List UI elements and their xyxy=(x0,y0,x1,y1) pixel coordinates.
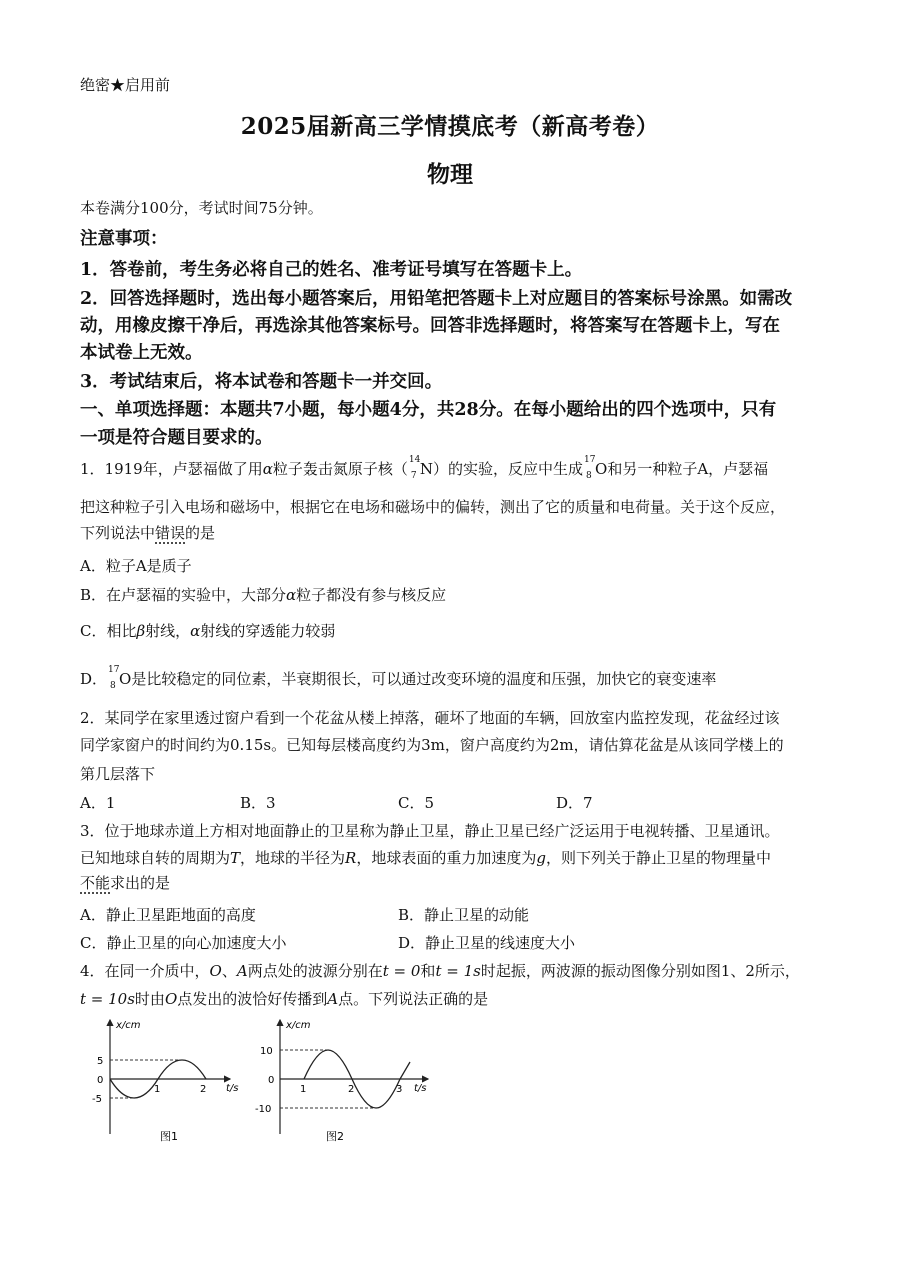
q3-option-c: C．静止卫星的向心加速度大小 xyxy=(80,934,287,952)
q2-option-c: C．5 xyxy=(398,794,435,812)
alpha-symbol: α xyxy=(262,460,273,478)
subject-title: 物理 xyxy=(427,161,473,188)
fig1-tick-x2: 2 xyxy=(200,1084,207,1095)
q1-stem-line1: 1．1919年，卢瑟福做了用α粒子轰击氮原子核（ 14 7 N）的实验，反应中生成 17 8 O和另一种粒子A，卢瑟福 xyxy=(80,455,769,481)
notice-title: 注意事项： xyxy=(80,229,168,249)
vibration-graphs xyxy=(80,1016,450,1146)
q1-option-d: D． 17 8 O是比较稳定的同位素，半衰期很长，可以通过改变环境的温度和压强，加快它的衰变速率 xyxy=(80,665,717,691)
notice-2b: 动，用橡皮擦干净后，再选涂其他答案标号。回答非选择题时，将答案写在答题卡上，写在 xyxy=(80,316,780,336)
q4-stem-line1: 4．在同一介质中，O、A两点处的波源分别在t = 0和t = 1s时起振，两波源的振动图像分别如图1、2所示， xyxy=(80,962,800,980)
section1-heading-2: 一项是符合题目要求的。 xyxy=(80,428,273,448)
q3-option-d: D．静止卫星的线速度大小 xyxy=(398,934,576,952)
fig2-tick-x1: 1 xyxy=(300,1084,307,1095)
fig2-ylabel: x/cm xyxy=(286,1020,311,1031)
q2-stem-line1: 2．某同学在家里透过窗户看到一个花盆从楼上掉落，砸坏了地面的车辆，回放室内监控发现，花盆经过该 xyxy=(80,709,780,727)
fig2-tick-0: 0 xyxy=(268,1075,275,1086)
q3-stem-line1: 3．位于地球赤道上方相对地面静止的卫星称为静止卫星，静止卫星已经广泛运用于电视转播、卫星通讯。 xyxy=(80,822,780,840)
nitrogen-nucleus-notation: 14 7 xyxy=(408,455,421,481)
oxygen-nucleus-notation: 17 8 xyxy=(584,455,596,481)
fig1-tick-0: 0 xyxy=(97,1075,104,1086)
fig2-tick-m10: -10 xyxy=(255,1104,272,1115)
fig2-xlabel: t/s xyxy=(414,1083,427,1094)
q1-stem-line2: 把这种粒子引入电场和磁场中，根据它在电场和磁场中的偏转，测出了它的质量和电荷量。关于这个反应， xyxy=(80,498,786,516)
section1-heading: 一、单项选择题：本题共7小题，每小题4分，共28分。在每小题给出的四个选项中，只有 xyxy=(80,400,777,420)
q3-option-b: B．静止卫星的动能 xyxy=(398,906,530,924)
q3-stem-line2: 已知地球自转的周期为T，地球的半径为R，地球表面的重力加速度为g，则下列关于静止卫星的物理量中 xyxy=(80,849,771,867)
fig2-tick-10: 10 xyxy=(260,1046,273,1057)
q2-option-a: A．1 xyxy=(80,794,116,812)
fig1-caption: 图1 xyxy=(160,1130,178,1143)
fig2-tick-x3: 3 xyxy=(396,1084,403,1095)
q2-option-b: B．3 xyxy=(240,794,276,812)
emphasis-cannot: 不能 xyxy=(80,874,111,892)
beta-symbol: β xyxy=(136,622,146,640)
q2-stem-line3: 第几层落下 xyxy=(80,765,156,783)
notice-2c: 本试卷上无效。 xyxy=(80,343,203,363)
fig2-caption: 图2 xyxy=(326,1130,344,1143)
fig1-tick-5: 5 xyxy=(97,1056,104,1067)
score-time-note: 本卷满分100分，考试时间75分钟。 xyxy=(80,199,323,217)
fig1-tick-m5: -5 xyxy=(92,1094,102,1105)
q2-stem-line2: 同学家窗户的时间约为0.15s。已知每层楼高度约为3m，窗户高度约为2m，请估算花盆是从该同学楼上的 xyxy=(80,736,784,754)
q3-option-a: A．静止卫星距地面的高度 xyxy=(80,906,256,924)
q4-stem-line2: t = 10s时由O点发出的波恰好传播到A点。下列说法正确的是 xyxy=(80,990,489,1008)
fig1-xlabel: t/s xyxy=(226,1083,239,1094)
exam-title: 2025届新高三学情摸底考（新高考卷） xyxy=(240,113,660,140)
q1-option-a: A．粒子A是质子 xyxy=(80,557,192,575)
notice-2a: 2．回答选择题时，选出每小题答案后，用铅笔把答题卡上对应题目的答案标号涂黑。如需改 xyxy=(80,289,793,309)
emphasis-wrong: 错误 xyxy=(155,524,186,542)
q1-option-c: C．相比β射线，α射线的穿透能力较弱 xyxy=(80,622,336,640)
figure-2-graph xyxy=(255,1020,428,1143)
figure-1-graph xyxy=(92,1020,239,1143)
notice-1: 1．答卷前，考生务必将自己的姓名、准考证号填写在答题卡上。 xyxy=(80,260,583,280)
confidential-label: 绝密★启用前 xyxy=(80,76,171,94)
notice-3: 3．考试结束后，将本试卷和答题卡一并交回。 xyxy=(80,372,443,392)
fig1-tick-x1: 1 xyxy=(154,1084,161,1095)
fig1-ylabel: x/cm xyxy=(116,1020,141,1031)
q1-stem-line3: 下列说法中错误的是 xyxy=(80,524,216,542)
q3-stem-line3: 不能求出的是 xyxy=(80,874,171,892)
q2-option-d: D．7 xyxy=(556,794,593,812)
q1-option-b: B．在卢瑟福的实验中，大部分α粒子都没有参与核反应 xyxy=(80,586,447,604)
fig2-tick-x2: 2 xyxy=(348,1084,355,1095)
